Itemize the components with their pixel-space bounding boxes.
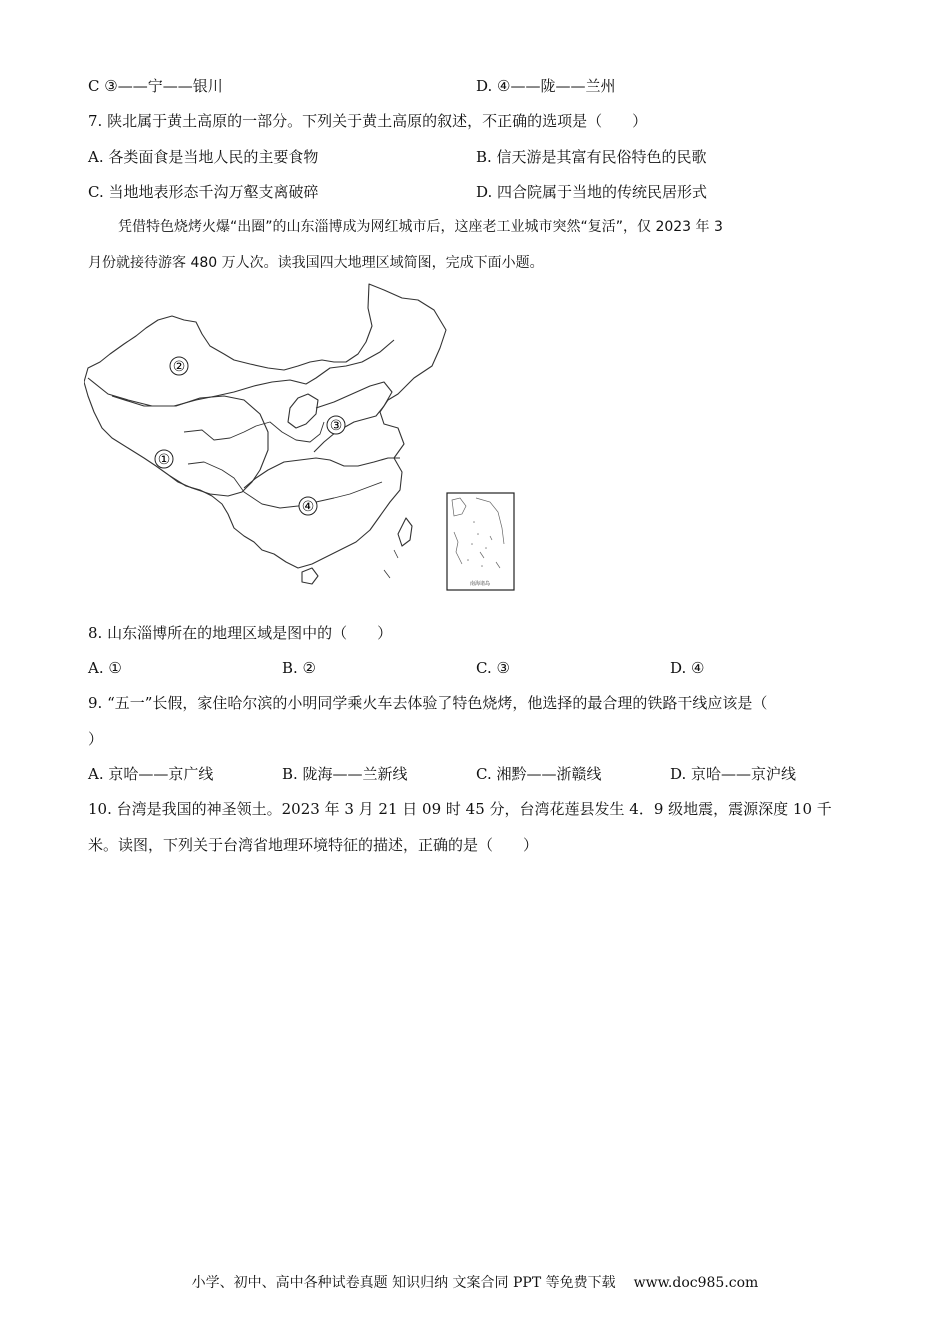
q9-option-b: B. 陇海——兰新线 [282, 765, 408, 783]
region-marker-3 [327, 416, 345, 434]
region-marker-2 [170, 357, 188, 375]
region-marker-1 [155, 450, 173, 468]
boundary-north-china [314, 382, 392, 452]
taiwan-island [398, 518, 412, 546]
south-china-sea-inset [446, 492, 516, 592]
china-regions-map [84, 282, 459, 594]
inset-label: 南海诸岛 [469, 581, 491, 587]
q9-option-a: A. 京哈——京广线 [88, 765, 214, 783]
q9-stem-line-2: ） [88, 730, 104, 748]
q7-stem: 7. 陕北属于黄土高原的一部分。下列关于黄土高原的叙述，不正确的选项是（ ） [88, 112, 648, 130]
q10-stem-line-2: 米。读图，下列关于台湾省地理环境特征的描述，正确的是（ ） [88, 836, 539, 854]
footer-text: 小学、初中、高中各种试卷真题 知识归纳 文案合同 PPT 等免费下载 [191, 1275, 616, 1291]
q8-option-d: D. ④ [670, 659, 705, 677]
region-label-1: ① [157, 452, 171, 468]
q10-stem-line-1: 10. 台湾是我国的神圣领土。2023 年 3 月 21 日 09 时 45 分，台湾花莲县发生 4．9 级地震，震源深度 10 千 [88, 800, 832, 818]
hainan-island [302, 568, 318, 584]
boundary-loop [288, 394, 318, 428]
q6-option-d: D. ④——陇——兰州 [476, 77, 616, 95]
passage-line-2: 月份就接待游客 480 万人次。读我国四大地理区域简图，完成下面小题。 [88, 255, 544, 271]
q9-option-c: C. 湘黔——浙赣线 [476, 765, 602, 783]
region-label-4: ④ [301, 499, 315, 515]
page-footer [0, 1272, 950, 1292]
q8-option-b: B. ② [282, 659, 317, 677]
q6-option-c: C ③——宁——银川 [88, 77, 223, 95]
q8-stem: 8. 山东淄博所在的地理区域是图中的（ ） [88, 624, 393, 642]
q7-option-a: A. 各类面食是当地人民的主要食物 [88, 148, 319, 166]
q8-option-c: C. ③ [476, 659, 510, 677]
q7-option-b: B. 信天游是其富有民俗特色的民歌 [476, 148, 707, 166]
yangtze-river [188, 462, 382, 508]
small-island [394, 550, 398, 558]
boundary-qinghai-tibet [112, 396, 268, 496]
q7-option-d: D. 四合院属于当地的传统民居形式 [476, 183, 708, 201]
small-island [384, 570, 390, 578]
region-marker-4 [299, 497, 317, 515]
region-label-3: ③ [329, 418, 343, 434]
q9-option-d: D. 京哈——京沪线 [670, 765, 797, 783]
q8-option-a: A. ① [88, 659, 122, 677]
region-label-2: ② [172, 359, 186, 375]
passage-line-1: 凭借特色烧烤火爆“出圈”的山东淄博成为网红城市后，这座老工业城市突然“复活”，仅 2023 年 3 [118, 219, 723, 235]
footer-url[interactable]: www.doc985.com [633, 1275, 759, 1291]
q7-option-c: C. 当地地表形态千沟万壑支离破碎 [88, 183, 319, 201]
boundary-south-north [244, 458, 400, 488]
q9-stem-line-1: 9. “五一”长假，家住哈尔滨的小明同学乘火车去体验了特色烧烤，他选择的最合理的铁路干线应该是（ [88, 694, 768, 712]
